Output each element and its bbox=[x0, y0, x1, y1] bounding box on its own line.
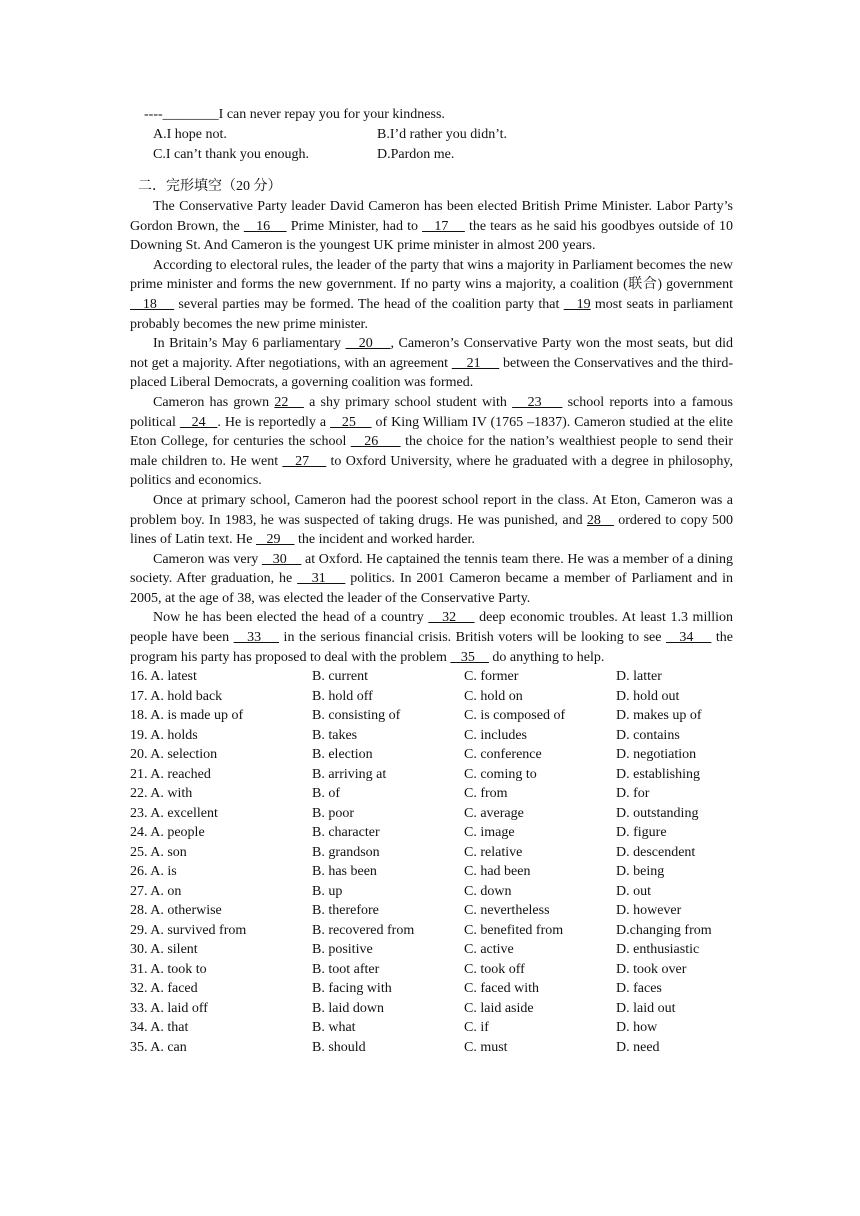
passage-text: the tears as he said his goodbyes outside of 10 Downing St. And Cameron is the youngest UK prime minister in almost 200 years. bbox=[130, 218, 733, 254]
answer-choice: B. therefore bbox=[312, 903, 379, 919]
answer-choice: D. being bbox=[616, 864, 665, 880]
passage-text: In Britain’s May 6 parliamentary bbox=[153, 336, 346, 352]
document-page bbox=[130, 105, 733, 1057]
passage-text: politics. In 2001 Cameron became a member of Parliament and in 2005, at the age of 38, was elected the leader of the Conservative Party. bbox=[130, 571, 733, 606]
answer-row bbox=[130, 667, 733, 687]
answer-row bbox=[130, 1038, 733, 1058]
answer-choice: B. character bbox=[312, 825, 380, 841]
answer-row bbox=[130, 940, 733, 960]
passage-paragraph bbox=[130, 393, 733, 491]
answer-choice: C. includes bbox=[464, 727, 527, 743]
passage-paragraph bbox=[130, 197, 733, 256]
answer-choice: C. former bbox=[464, 669, 519, 685]
answer-row bbox=[130, 999, 733, 1019]
answer-options-table bbox=[130, 667, 733, 1057]
blank-number: 21 bbox=[451, 355, 500, 371]
answer-row bbox=[130, 726, 733, 746]
answer-choice: D. figure bbox=[616, 825, 667, 841]
passage-text: Once at primary school, Cameron had the poorest school report in the class. At Eton, Cameron was a problem boy. In 1983, he was suspected of taking drugs. He was punished, and bbox=[130, 492, 733, 528]
answer-choice: 33. A. laid off bbox=[130, 1000, 208, 1016]
answer-row bbox=[130, 745, 733, 765]
section-title: 二．完形填空（20 分） bbox=[138, 179, 282, 194]
answer-choice: C. from bbox=[464, 786, 508, 802]
answer-choice: 21. A. reached bbox=[130, 766, 211, 782]
blank-number: 32 bbox=[428, 610, 475, 626]
blank-number: 35 bbox=[450, 649, 489, 665]
answer-choice: 29. A. survived from bbox=[130, 922, 247, 938]
prompt-text: I can never repay you for your kindness. bbox=[218, 107, 445, 122]
answer-choice: C. took off bbox=[464, 961, 525, 977]
answer-choice: C. must bbox=[464, 1039, 508, 1055]
dialogue-question bbox=[144, 105, 733, 165]
prompt-prefix: ---- bbox=[144, 107, 163, 122]
answer-choice: 25. A. son bbox=[130, 844, 187, 860]
answer-choice: 35. A. can bbox=[130, 1039, 187, 1055]
answer-choice: D. negotiation bbox=[616, 747, 697, 763]
blank-number: 29 bbox=[255, 532, 295, 548]
answer-choice: D. contains bbox=[616, 727, 680, 743]
option-a: A.I hope not. bbox=[153, 127, 227, 142]
blank-number: 27 bbox=[282, 453, 327, 469]
option-row bbox=[144, 125, 733, 145]
answer-choice: D. how bbox=[616, 1020, 658, 1036]
answer-choice: D. out bbox=[616, 883, 651, 899]
passage-text: do anything to help. bbox=[488, 649, 605, 665]
passage-text: According to electoral rules, the leader of the party that wins a majority in Parliament becomes the new prime minister and forms the new government. If no party wins a majority, a coalition (联合) government bbox=[130, 257, 733, 293]
answer-choice: C. hold on bbox=[464, 688, 523, 704]
answer-choice: C. image bbox=[464, 825, 515, 841]
passage-text: The Conservative Party leader David Cameron has been elected British Prime Minister. Labor Party’s Gordon Brown, the bbox=[130, 199, 733, 234]
passage-text: school reports into a famous political bbox=[130, 394, 734, 430]
cloze-passage bbox=[130, 197, 733, 667]
answer-choice: B. election bbox=[312, 747, 373, 763]
option-d: D.Pardon me. bbox=[377, 147, 455, 162]
answer-row bbox=[130, 862, 733, 882]
answer-choice: C. laid aside bbox=[464, 1000, 534, 1016]
answer-choice: B. consisting of bbox=[312, 708, 401, 724]
answer-choice: D. latter bbox=[616, 669, 662, 685]
answer-row bbox=[130, 901, 733, 921]
passage-text: the program his party has proposed to deal with the problem bbox=[130, 630, 733, 665]
answer-row bbox=[130, 960, 733, 980]
answer-choice: D. laid out bbox=[616, 1000, 676, 1016]
answer-choice: 28. A. otherwise bbox=[130, 903, 222, 919]
passage-text: ordered to copy 500 lines of Latin text. He bbox=[130, 512, 734, 548]
answer-choice: D. makes up of bbox=[616, 708, 702, 724]
answer-choice: D. enthusiastic bbox=[616, 942, 700, 958]
passage-text: a shy primary school student with bbox=[303, 394, 513, 410]
blank-number: 17 bbox=[422, 218, 465, 234]
answer-choice: 32. A. faced bbox=[130, 981, 198, 997]
question-prompt bbox=[144, 105, 733, 125]
passage-text: . He is reportedly a bbox=[217, 414, 331, 430]
answer-row bbox=[130, 765, 733, 785]
answer-choice: C. conference bbox=[464, 747, 542, 763]
blank-number: 20 bbox=[345, 336, 391, 352]
answer-choice: B. what bbox=[312, 1020, 356, 1036]
answer-choice: B. hold off bbox=[312, 688, 373, 704]
answer-choice: 23. A. excellent bbox=[130, 805, 218, 821]
blank-number: 24 bbox=[179, 414, 218, 430]
option-c: C.I can’t thank you enough. bbox=[153, 147, 310, 162]
answer-choice: C. active bbox=[464, 942, 514, 958]
answer-choice: B. poor bbox=[312, 805, 354, 821]
passage-paragraph bbox=[130, 491, 733, 550]
answer-choice: B. takes bbox=[312, 727, 358, 743]
answer-choice: 27. A. on bbox=[130, 883, 182, 899]
passage-text: , Cameron’s Conservative Party won the most seats, but did not get a majority. After negotiations, with an agreement bbox=[130, 336, 733, 371]
blank-number: 33 bbox=[233, 630, 280, 646]
passage-text: in the serious financial crisis. British voters will be looking to see bbox=[279, 630, 666, 646]
answer-choice: B. up bbox=[312, 883, 343, 899]
answer-choice: B. of bbox=[312, 786, 340, 802]
answer-row bbox=[130, 823, 733, 843]
answer-choice: B. positive bbox=[312, 942, 373, 958]
passage-text: most seats in parliament probably becomes the new prime minister. bbox=[130, 296, 734, 332]
passage-text: at Oxford. He captained the tennis team there. He was a member of a dining society. After graduation, he bbox=[130, 551, 733, 587]
answer-choice: B. laid down bbox=[312, 1000, 384, 1016]
answer-row bbox=[130, 804, 733, 824]
answer-row bbox=[130, 706, 733, 726]
answer-choice: 16. A. latest bbox=[130, 669, 197, 685]
answer-choice: 34. A. that bbox=[130, 1020, 189, 1036]
blank-number: 22 bbox=[274, 394, 304, 410]
prompt-blank: ________ bbox=[162, 107, 219, 122]
passage-paragraph bbox=[130, 608, 733, 667]
passage-text: Cameron has grown bbox=[153, 394, 275, 410]
answer-choice: C. had been bbox=[464, 864, 531, 880]
answer-choice: D. establishing bbox=[616, 766, 700, 782]
answer-choice: C. relative bbox=[464, 844, 523, 860]
blank-number: 26 bbox=[350, 434, 401, 450]
blank-number: 34 bbox=[665, 630, 712, 646]
answer-row bbox=[130, 979, 733, 999]
answer-choice: 31. A. took to bbox=[130, 961, 207, 977]
passage-text: to Oxford University, where he graduated with a degree in philosophy, politics and economics. bbox=[130, 453, 733, 489]
blank-number: 25 bbox=[330, 414, 372, 430]
answer-choice: 30. A. silent bbox=[130, 942, 198, 958]
answer-choice: C. down bbox=[464, 883, 512, 899]
option-b: B.I’d rather you didn’t. bbox=[377, 127, 507, 142]
answer-choice: D. need bbox=[616, 1039, 660, 1055]
answer-row bbox=[130, 784, 733, 804]
answer-row bbox=[130, 1018, 733, 1038]
answer-choice: C. if bbox=[464, 1020, 489, 1036]
answer-choice: D.changing from bbox=[616, 922, 712, 938]
answer-choice: B. facing with bbox=[312, 981, 392, 997]
answer-choice: 19. A. holds bbox=[130, 727, 198, 743]
blank-number: 16 bbox=[243, 218, 287, 234]
answer-choice: D. hold out bbox=[616, 688, 680, 704]
answer-choice: D. outstanding bbox=[616, 805, 699, 821]
passage-paragraph bbox=[130, 256, 733, 334]
answer-choice: C. nevertheless bbox=[464, 903, 550, 919]
blank-number: 23 bbox=[512, 394, 563, 410]
answer-choice: C. average bbox=[464, 805, 524, 821]
blank-number: 31 bbox=[297, 571, 346, 587]
answer-choice: 20. A. selection bbox=[130, 747, 218, 763]
answer-choice: C. benefited from bbox=[464, 922, 564, 938]
blank-number: 30 bbox=[261, 551, 302, 567]
blank-number: 18 bbox=[130, 296, 175, 312]
answer-choice: C. coming to bbox=[464, 766, 537, 782]
passage-paragraph bbox=[130, 550, 733, 609]
answer-row bbox=[130, 843, 733, 863]
passage-text: deep economic troubles. At least 1.3 million people have been bbox=[130, 610, 734, 646]
answer-choice: B. grandson bbox=[312, 844, 380, 860]
passage-text: Prime Minister, had to bbox=[286, 218, 423, 234]
answer-choice: D. descendent bbox=[616, 844, 696, 860]
answer-choice: B. should bbox=[312, 1039, 366, 1055]
answer-choice: B. has been bbox=[312, 864, 377, 880]
blank-number: 19 bbox=[563, 296, 591, 312]
answer-choice: D. faces bbox=[616, 981, 662, 997]
answer-choice: B. arriving at bbox=[312, 766, 387, 782]
passage-text: Now he has been elected the head of a country bbox=[153, 610, 429, 626]
answer-choice: B. recovered from bbox=[312, 922, 415, 938]
answer-row bbox=[130, 921, 733, 941]
passage-text: the incident and worked harder. bbox=[294, 532, 475, 548]
answer-choice: 24. A. people bbox=[130, 825, 205, 841]
answer-choice: B. current bbox=[312, 669, 368, 685]
answer-choice: 22. A. with bbox=[130, 786, 193, 802]
answer-row bbox=[130, 687, 733, 707]
answer-choice: D. took over bbox=[616, 961, 687, 977]
answer-choice: C. faced with bbox=[464, 981, 540, 997]
passage-text: of King William IV (1765 –1837). Cameron studied at the elite Eton College, for centuries the school bbox=[130, 414, 733, 450]
answer-choice: D. for bbox=[616, 786, 650, 802]
passage-text: several parties may be formed. The head of the coalition party that bbox=[174, 296, 564, 312]
passage-text: between the Conservatives and the third-placed Liberal Democrats, a governing coalition was formed. bbox=[130, 355, 734, 391]
passage-text: Cameron was very bbox=[153, 551, 262, 567]
answer-row bbox=[130, 882, 733, 902]
passage-text: the choice for the nation’s wealthiest people to send their male children to. He went bbox=[130, 434, 733, 469]
answer-choice: B. toot after bbox=[312, 961, 380, 977]
answer-choice: D. however bbox=[616, 903, 682, 919]
passage-paragraph bbox=[130, 334, 733, 393]
answer-choice: 18. A. is made up of bbox=[130, 708, 244, 724]
option-row bbox=[144, 145, 733, 165]
answer-choice: 17. A. hold back bbox=[130, 688, 223, 704]
blank-number: 28 bbox=[586, 512, 614, 528]
answer-choice: 26. A. is bbox=[130, 864, 177, 880]
answer-choice: C. is composed of bbox=[464, 708, 566, 724]
